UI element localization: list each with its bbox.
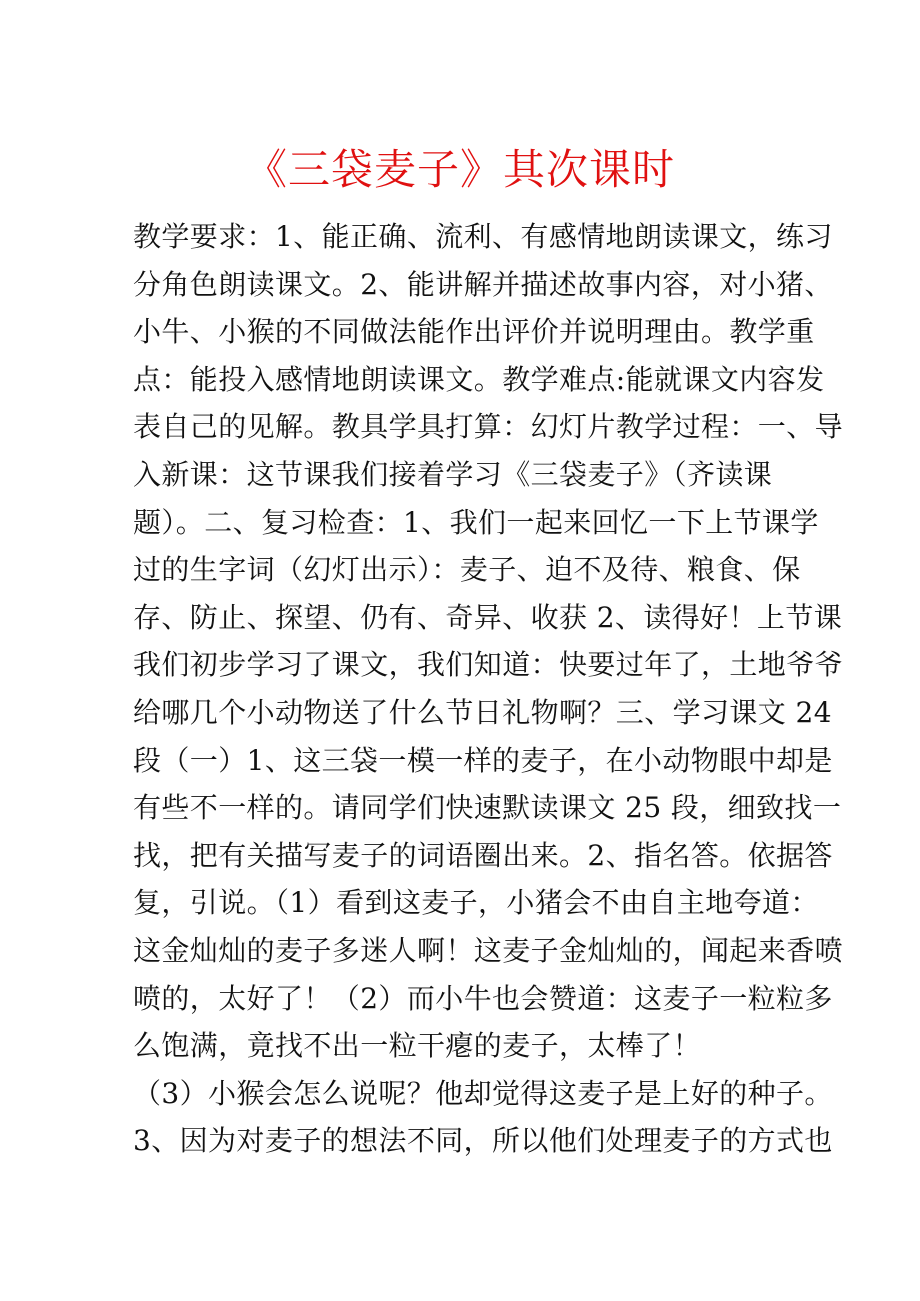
- body-line: 题）。二、复习检查：1、我们一起来回忆一下上节课学: [133, 505, 819, 539]
- body-line: 段（一）1、这三袋一模一样的麦子，在小动物眼中却是: [133, 743, 833, 777]
- body-line: 我们初步学习了课文，我们知道：快要过年了，土地爷爷: [133, 648, 844, 682]
- body-line: 复，引说。（1）看到这麦子，小猪会不由自主地夸道：: [133, 886, 819, 920]
- body-line: 过的生字词（幻灯出示）：麦子、迫不及待、粮食、保: [133, 553, 801, 587]
- document-title: 《三袋麦子》其次课时: [244, 145, 675, 194]
- body-line: 么饱满，竟找不出一粒干瘪的麦子，太棒了！: [133, 1029, 702, 1063]
- body-line: 有些不一样的。请同学们快速默读课文 25 段，细致找一: [133, 791, 842, 825]
- body-line: （3）小猴会怎么说呢？他却觉得这麦子是上好的种子。: [133, 1076, 833, 1110]
- body-line: 找，把有关描写麦子的词语圈出来。2、指名答。依据答: [133, 838, 833, 872]
- body-line: 入新课：这节课我们接着学习《三袋麦子》（齐读课: [133, 457, 773, 491]
- body-line: 存、防止、探望、仍有、奇异、收获 2、读得好！上节课: [133, 600, 843, 634]
- body-line: 喷的，太好了！（2）而小牛也会赞道：这麦子一粒粒多: [133, 981, 833, 1015]
- body-line: 分角色朗读课文。2、能讲解并描述故事内容，对小猪、: [133, 267, 833, 301]
- body-line: 小牛、小猴的不同做法能作出评价并说明理由。教学重: [133, 315, 815, 349]
- body-line: 表自己的见解。教具学具打算：幻灯片教学过程：一、导: [133, 410, 844, 444]
- body-line: 这金灿灿的麦子多迷人啊！这麦子金灿灿的，闻起来香喷: [133, 933, 844, 967]
- document-body: [133, 213, 844, 1165]
- body-line: 点：能投入感情地朗读课文。教学难点:能就课文内容发: [133, 362, 825, 396]
- body-line: 3、因为对麦子的想法不同，所以他们处理麦子的方式也: [133, 1124, 833, 1158]
- body-line: 给哪几个小动物送了什么节日礼物啊？三、学习课文 24: [133, 695, 832, 729]
- body-line: 教学要求：1、能正确、流利、有感情地朗读课文，练习: [133, 220, 833, 253]
